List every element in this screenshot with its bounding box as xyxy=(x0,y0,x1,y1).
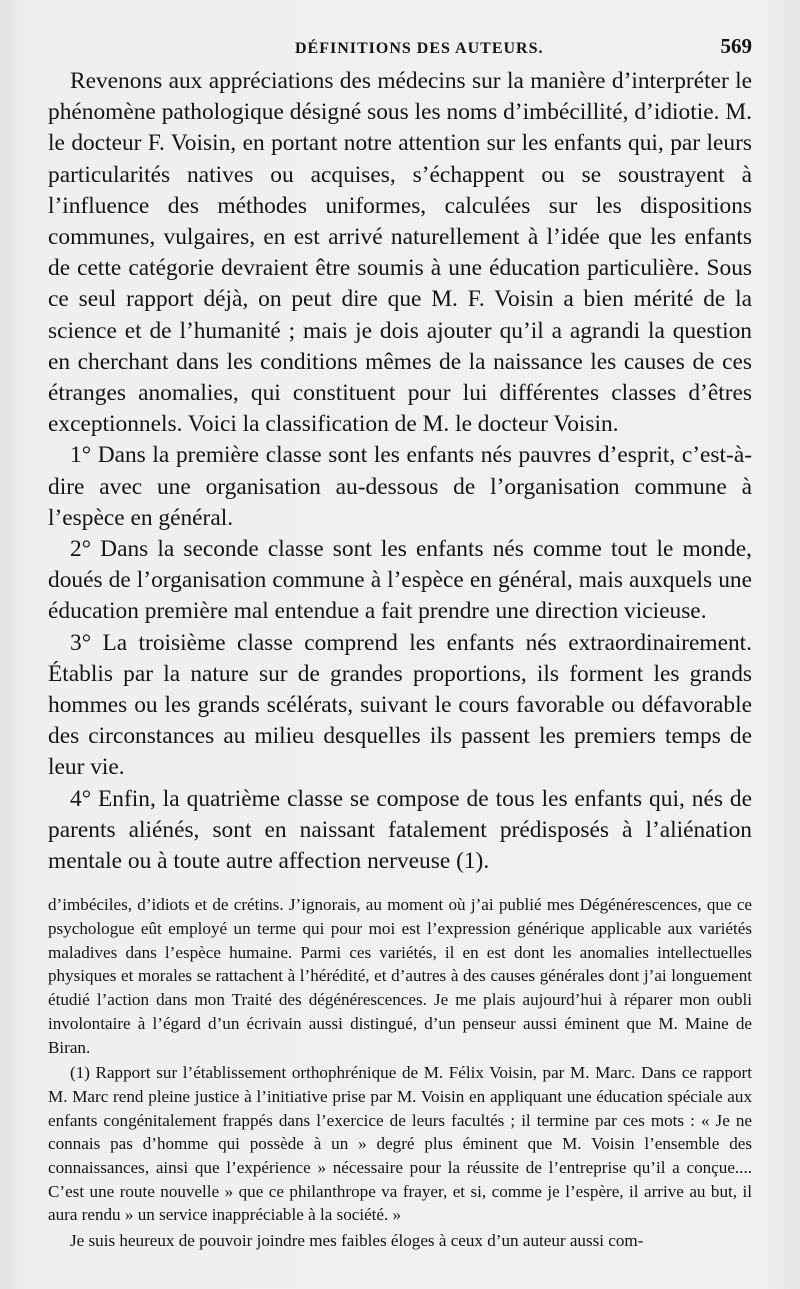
main-text xyxy=(48,66,752,877)
paragraph-class-4: 4° Enfin, la quatrième classe se compose de tous les enfants qui, nés de parents aliénés, sont en naissant fatalement prédisposés à l’aliénation mentale ou à toute autre affection nerveuse (1). xyxy=(48,785,752,875)
page-number: 569 xyxy=(720,34,752,58)
page-header xyxy=(48,34,752,60)
footnote-continuation: d’imbéciles, d’idiots et de crétins. J’ignorais, au moment où j’ai publié mes Dégénérescences, que ce psychologue eût employé un terme qui pour moi est l’expression générique applicable aux variétés maladives dans l’espèce humaine. Parmi ces variétés, il en est dont les anomalies intellectuelles physiques et morales se rattachent à l’hérédité, et d’autres à des causes générales dont j’ai longuement étudié l’action dans mon Traité des dégénérescences. Je me plais aujourd’hui à réparer mon oubli involontaire à l’égard d’un écrivain aussi distingué, d’un penseur aussi éminent que M. Maine de Biran. xyxy=(48,895,752,1057)
footnote-1: (1) Rapport sur l’établissement orthophrénique de M. Félix Voisin, par M. Marc. Dans ce rapport M. Marc rend pleine justice à l’initiative prise par M. Voisin en appliquant une éducation spéciale aux enfants congénitalement frappés dans l’exercice de leurs facultés ; il termine par ces mots : « Je ne connais pas d’homme qui possède à un » degré plus éminent que M. Voisin l’ensemble des connaissances, ainsi que l’expérience » nécessaire pour la réussite de l’entreprise qu’il a conçue.... C’est une route nouvelle » que ce philanthrope va frayer, et si, comme je l’espère, il arrive au but, il aura rendu » un service inappréciable à la société. » xyxy=(48,1063,752,1225)
paragraph-class-1: 1° Dans la première classe sont les enfants nés pauvres d’esprit, c’est-à-dire avec une organisation au-dessous de l’organisation commune à l’espèce en général. xyxy=(48,442,752,531)
paragraph-intro: Revenons aux appréciations des médecins sur la manière d’interpréter le phénomène pathologique désigné sous les noms d’imbécillité, d’idiotie. M. le docteur F. Voisin, en portant notre attention sur les enfants qui, par leurs particularités natives ou acquises, s’échappent ou se soustrayent à l’influence des méthodes uniformes, calculées sur les dispositions communes, vulgaires, en est arrivé naturellement à l’idée que les enfants de cette catégorie devraient être soumis à une éducation particulière. Sous ce seul rapport déjà, on peut dire que M. F. Voisin a bien mérité de la science et de l’humanité ; mais je dois ajouter qu’il a agrandi la question en cherchant dans les conditions mêmes de la naissance les causes de ces étranges anomalies, qui constituent pour lui différentes classes d’êtres exceptionnels. Voici la classification de M. le docteur Voisin. xyxy=(48,68,752,438)
paragraph-class-3: 3° La troisième classe comprend les enfants nés extraordinairement. Établis par la nature sur de grandes proportions, ils forment les grands hommes ou les grands scélérats, suivant le cours favorable ou défavorable des circonstances au milieu desquelles ils passent les premiers temps de leur vie. xyxy=(48,629,752,781)
running-title: DÉFINITIONS DES AUTEURS. xyxy=(294,40,544,57)
footnote-closing: Je suis heureux de pouvoir joindre mes faibles éloges à ceux d’un auteur aussi com- xyxy=(70,1231,644,1251)
paragraph-class-2: 2° Dans la seconde classe sont les enfants nés comme tout le monde, doués de l’organisation commune à l’espèce en général, mais auxquels une éducation première mal entendue a fait prendre une direction vicieuse. xyxy=(48,536,752,625)
footnotes xyxy=(48,893,752,1253)
